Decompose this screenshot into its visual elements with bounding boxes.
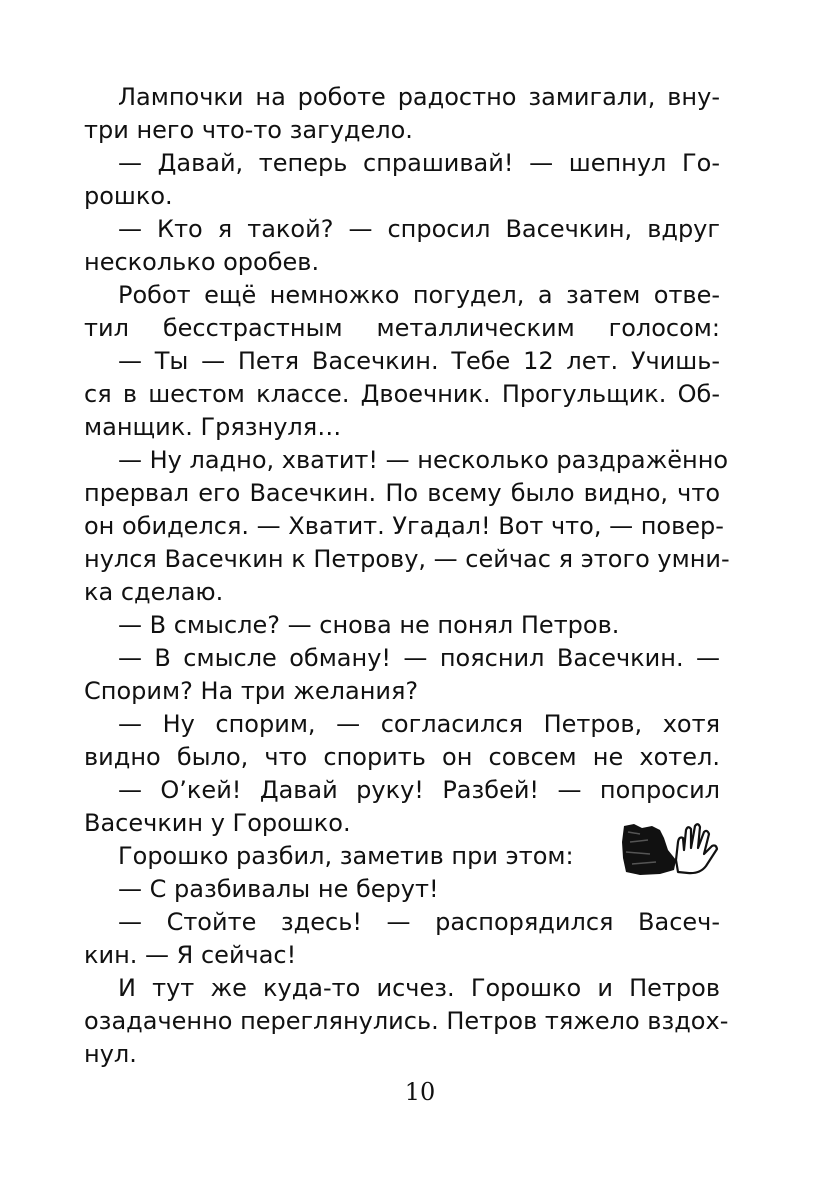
text-line: ся в шестом классе. Двоечник. Прогульщик. Об- — [84, 380, 720, 408]
text-line: он обиделся. — Хватит. Угадал! Вот что, — повер- — [84, 512, 724, 540]
handshake-illustration — [620, 820, 724, 878]
text-line: несколько оробев. — [84, 248, 320, 276]
black-mitten-icon — [622, 824, 676, 875]
text-line: — Стойте здесь! — распорядился Васеч- — [118, 908, 720, 936]
text-line: нул. — [84, 1040, 137, 1068]
text-line: Лампочки на роботе радостно замигали, вну- — [118, 83, 720, 111]
text-line: прервал его Васечкин. По всему было видно, что — [84, 479, 720, 507]
text-line: Горошко разбил, заметив при этом: — [118, 842, 574, 870]
text-line: видно было, что спорить он совсем не хотел. — [84, 743, 720, 771]
text-line: ка сделаю. — [84, 578, 224, 606]
text-line: Спорим? На три желания? — [84, 677, 419, 705]
text-line: рошко. — [84, 182, 173, 210]
text-line: — В смысле обману! — пояснил Васечкин. — — [118, 644, 720, 672]
text-line: И тут же куда-то исчез. Горошко и Петров — [118, 974, 720, 1002]
text-line: манщик. Грязнуля… — [84, 413, 342, 441]
text-line: Робот ещё немножко погудел, а затем отве- — [118, 281, 720, 309]
text-line: три него что-то загудело. — [84, 116, 413, 144]
page-number: 10 — [404, 1078, 436, 1106]
text-line: — С разбивалы не берут! — [118, 875, 439, 903]
text-line: — В смысле? — снова не понял Петров. — [118, 611, 620, 639]
text-line: тил бесстрастным металлическим голосом: — [84, 314, 720, 342]
text-line: озадаченно переглянулись. Петров тяжело вздох- — [84, 1007, 729, 1035]
text-line: нулся Васечкин к Петрову, — сейчас я этого умни- — [84, 545, 730, 573]
text-line: кин. — Я сейчас! — [84, 941, 297, 969]
text-line: — Ты — Петя Васечкин. Тебе 12 лет. Учишь- — [118, 347, 720, 375]
open-hand-icon — [676, 824, 717, 873]
text-line: — Кто я такой? — спросил Васечкин, вдруг — [118, 215, 720, 243]
text-line: — Давай, теперь спрашивай! — шепнул Го- — [118, 149, 720, 177]
text-line: — Ну спорим, — согласился Петров, хотя — [118, 710, 720, 738]
text-line: — Ну ладно, хватит! — несколько раздражённо — [118, 446, 729, 474]
text-line: — О’кей! Давай руку! Разбей! — попросил — [118, 776, 720, 804]
text-line: Васечкин у Горошко. — [84, 809, 351, 837]
